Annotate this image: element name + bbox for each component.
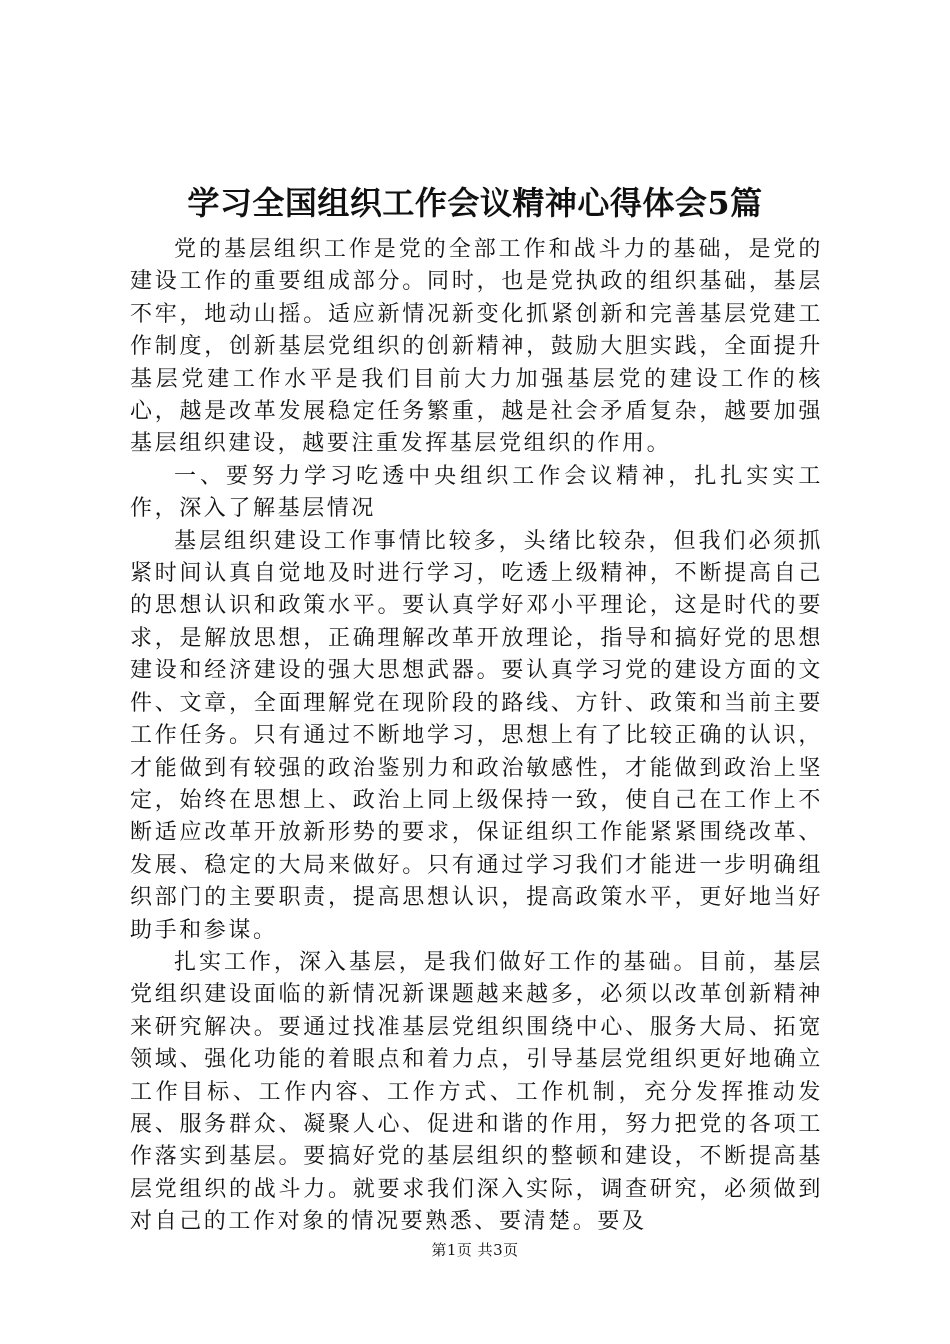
section-heading-1: 一、要努力学习吃透中央组织工作会议精神，扎扎实实工作，深入了解基层情况 [130,463,823,522]
page-number-footer: 第1页 共3页 [431,1241,519,1259]
paragraph-intro: 党的基层组织工作是党的全部工作和战斗力的基础，是党的建设工作的重要组成部分。同时，也是党执政的组织基础，基层不牢，地动山摇。适应新情况新变化抓紧创新和完善基层党建工作制度，创新基层党组织的创新精神，鼓励大胆实践，全面提升基层党建工作水平是我们目前大力加强基层党的建设工作的核心，越是改革发展稳定任务繁重，越是社会矛盾复杂，越要加强基层组织建设，越要注重发挥基层党组织的作用。 [130,237,823,457]
document-title: 学习全国组织工作会议精神心得体会5篇 [187,184,763,222]
paragraph-study: 基层组织建设工作事情比较多，头绪比较杂，但我们必须抓紧时间认真自觉地及时进行学习，吃透上级精神，不断提高自己的思想认识和政策水平。要认真学好邓小平理论，这是时代的要求，是解放思想，正确理解改革开放理论，指导和搞好党的思想建设和经济建设的强大思想武器。要认真学习党的建设方面的文件、文章，全面理解党在现阶段的路线、方针、政策和当前主要工作任务。只有通过不断地学习，思想上有了比较正确的认识，才能做到有较强的政治鉴别力和政治敏感性，才能做到政治上坚定，始终在思想上、政治上同上级保持一致，使自己在工作上不断适应改革开放新形势的要求，保证组织工作能紧紧围绕改革、发展、稳定的大局来做好。只有通过学习我们才能进一步明确组织部门的主要职责，提高思想认识，提高政策水平，更好地当好助手和参谋。 [130,528,823,943]
paragraph-grassroots: 扎实工作，深入基层，是我们做好工作的基础。目前，基层党组织建设面临的新情况新课题越来越多，必须以改革创新精神来研究解决。要通过找准基层党组织围绕中心、服务大局、拓宽领域、强化功能的着眼点和着力点，引导基层党组织更好地确立工作目标、工作内容、工作方式、工作机制，充分发挥推动发展、服务群众、凝聚人心、促进和谐的作用，努力把党的各项工作落实到基层。要搞好党的基层组织的整顿和建设，不断提高基层党组织的战斗力。就要求我们深入实际，调查研究，必须做到对自己的工作对象的情况要熟悉、要清楚。要及 [130,949,823,1235]
document-body [130,234,823,1239]
